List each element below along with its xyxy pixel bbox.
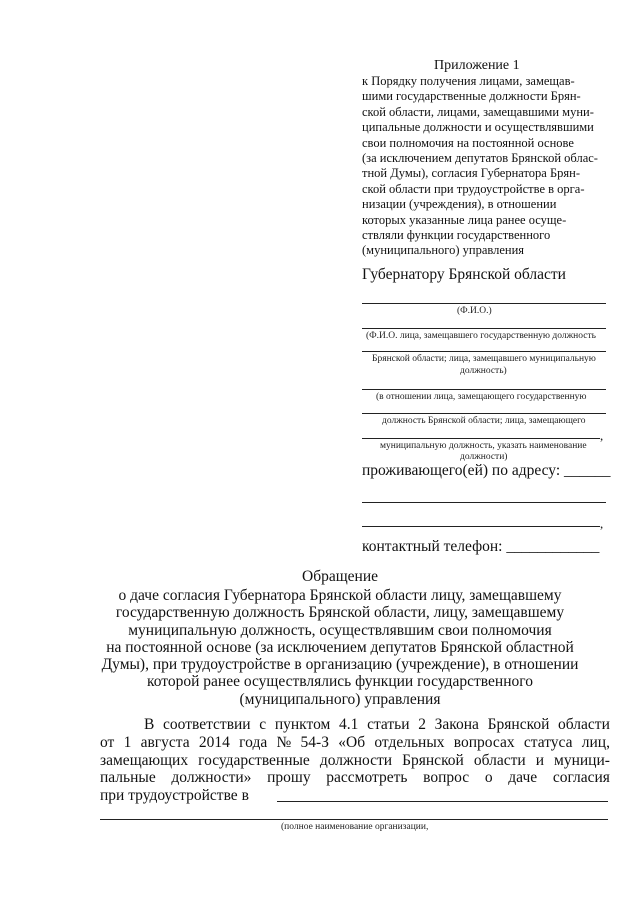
appendix-line: ской области при трудоустройстве в орга- — [362, 181, 585, 196]
word: вопросах — [453, 733, 515, 751]
appendix-line: шими государственные должности Брян- — [362, 89, 581, 104]
appendix-line: тной Думы), согласия Губернатора Брян- — [362, 166, 580, 181]
word: государственные — [198, 751, 310, 769]
paragraph-line — [100, 769, 610, 787]
appendix-line: (муниципального) управления — [362, 243, 525, 258]
word: Брянской — [402, 751, 464, 769]
word: Брянской — [487, 716, 550, 733]
position-line-2[interactable] — [362, 351, 606, 352]
word: должности — [319, 751, 393, 769]
request-paragraph — [100, 716, 610, 805]
position-line-1[interactable] — [362, 328, 606, 329]
word: 1 — [123, 733, 132, 751]
caption-position-2a: Брянской области; лица, замещавшего муниципальную — [372, 354, 596, 364]
word: даче — [508, 769, 538, 787]
appeal-line: (муниципального) управления — [239, 690, 441, 708]
address-label: проживающего(ей) по адресу: ______ — [362, 462, 611, 479]
word: 2014 — [198, 733, 230, 751]
appendix-title: Приложение 1 — [434, 58, 520, 73]
addressee: Губернатору Брянской области — [362, 266, 566, 283]
word: Закона — [434, 716, 479, 733]
word: 2 — [418, 716, 426, 733]
comma: , — [600, 516, 604, 531]
word: статьи — [367, 716, 410, 733]
word: августа — [140, 733, 190, 751]
appeal-line: муниципальную должность, осуществлявшим свои полномочия — [128, 621, 552, 639]
word: пунктом — [274, 716, 331, 733]
word: № — [276, 733, 292, 751]
word: статуса — [523, 733, 573, 751]
word: В — [144, 716, 155, 733]
word: прошу — [267, 769, 311, 787]
word: области — [473, 751, 526, 769]
appendix-description — [362, 74, 612, 259]
word: вопрос — [423, 769, 470, 787]
word: рассмотреть — [326, 769, 408, 787]
word: «Об — [338, 733, 366, 751]
appendix-line: низации (учреждения), в отношении — [362, 197, 557, 212]
phone-label: контактный телефон: ____________ — [362, 538, 600, 555]
word: от — [100, 733, 115, 751]
word: и — [535, 751, 545, 769]
word: года — [239, 733, 268, 751]
appendix-line: (за исключением депутатов Брянской облас- — [362, 151, 598, 166]
caption-organization: (полное наименование организации, — [281, 822, 429, 832]
word: должности» — [171, 769, 252, 787]
fio-line[interactable] — [362, 303, 606, 304]
word: о — [484, 769, 493, 787]
word: области — [558, 716, 610, 733]
relation-line-3[interactable] — [362, 438, 600, 439]
organization-line-2[interactable] — [100, 819, 608, 820]
appeal-heading: Обращение — [302, 568, 378, 585]
caption-relation-2: должность Брянской области; лица, замещающего — [382, 416, 586, 426]
word: с — [259, 716, 267, 733]
relation-line-2[interactable] — [362, 413, 606, 414]
appendix-line: ципальные должности и осуществлявшими — [362, 120, 594, 135]
caption-position-1: (Ф.И.О. лица, замещавшего государственную должность — [366, 331, 596, 341]
appeal-line: государственную должность Брянской области, лицу, замещавшему — [115, 604, 565, 622]
word: лиц, — [581, 733, 610, 751]
employment-text: при трудоустройстве в — [100, 787, 249, 805]
appendix-line: которых указанные лица ранее осуще- — [362, 212, 567, 227]
word: согласия — [552, 769, 610, 787]
appeal-line: которой ранее осуществлялись функции государственного — [147, 673, 533, 691]
appendix-line: к Порядку получения лицами, замещав- — [362, 74, 575, 88]
comma: , — [600, 428, 604, 443]
appendix-line: ской области, лицами, замещавшими муни- — [362, 104, 594, 119]
word: отдельных — [374, 733, 445, 751]
appendix-line: ствляли функции государственного — [362, 228, 551, 243]
paragraph-line — [100, 734, 610, 752]
paragraph-line — [100, 787, 610, 805]
word: соответствии — [163, 716, 251, 733]
caption-relation-1: (в отношении лица, замещающего государственную — [376, 392, 587, 402]
appeal-line: на постоянной основе (за исключением депутатов Брянской областной — [106, 638, 574, 656]
caption-relation-3a: муниципальную должность, указать наименование — [380, 441, 587, 451]
word: замещающих — [100, 751, 189, 769]
word: 54-З — [300, 733, 329, 751]
caption-relation-3b: должности) — [460, 452, 508, 462]
organization-line-1[interactable] — [277, 801, 608, 802]
word: 4.1 — [339, 716, 359, 733]
address-line-1[interactable] — [362, 502, 606, 503]
address-line-2[interactable] — [362, 526, 600, 527]
relation-line-1[interactable] — [362, 389, 606, 390]
paragraph-line — [100, 716, 610, 734]
appeal-title — [60, 587, 620, 708]
appendix-line: свои полномочия на постоянной основе — [362, 135, 574, 150]
word: муници- — [554, 751, 610, 769]
appeal-line: о даче согласия Губернатора Брянской области лицу, замещавшему — [118, 587, 562, 604]
word: пальные — [100, 769, 156, 787]
caption-position-2b: должность) — [460, 366, 507, 376]
paragraph-line — [100, 752, 610, 770]
appeal-line: Думы), при трудоустройстве в организацию (учреждение), в отношении — [101, 656, 579, 674]
caption-fio: (Ф.И.О.) — [457, 306, 492, 316]
